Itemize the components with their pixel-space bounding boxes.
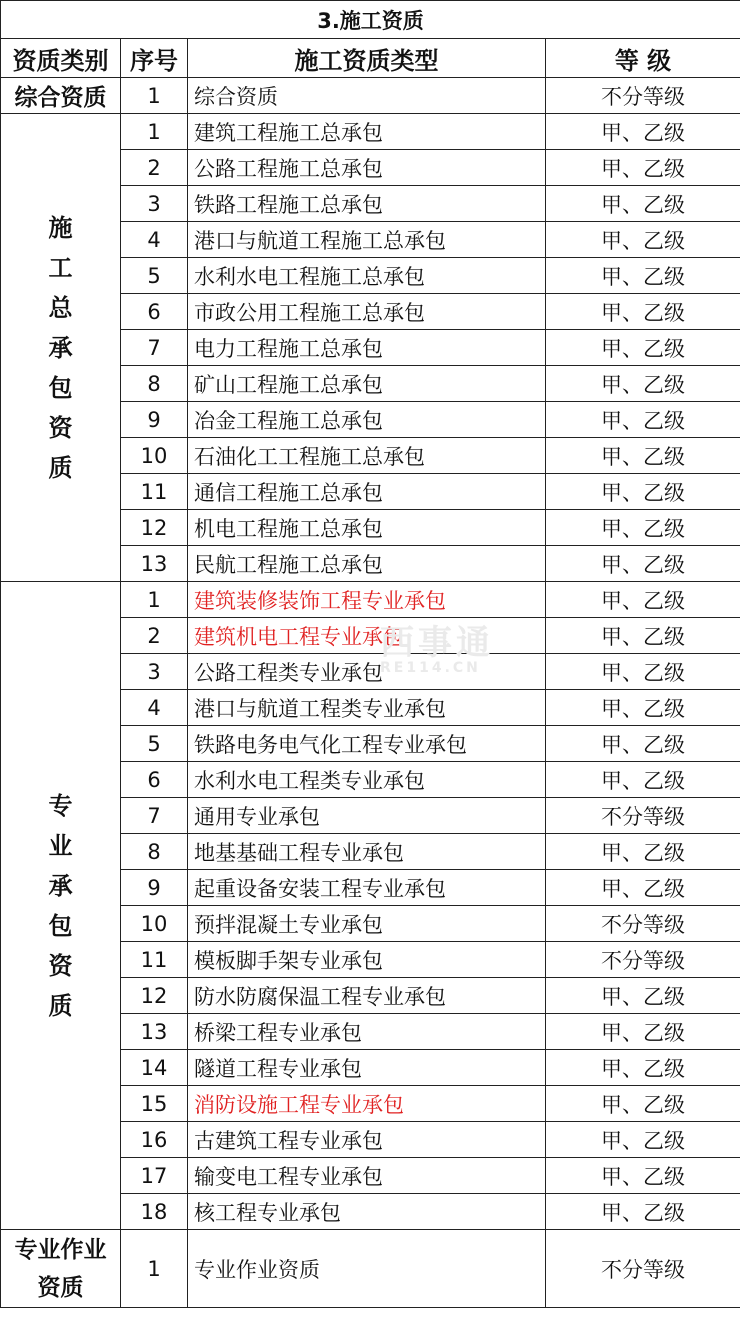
row-number: 5: [121, 258, 188, 294]
category-line: 资质: [37, 1274, 84, 1301]
row-number: 1: [121, 114, 188, 150]
qualification-type: 消防设施工程专业承包: [188, 1086, 546, 1122]
header-row: [1, 39, 740, 78]
qualification-grade: 甲、乙级: [546, 258, 740, 294]
qualification-type: 专业作业资质: [188, 1230, 546, 1308]
qualification-grade: 不分等级: [546, 942, 740, 978]
watermark-subtext: RE114.CN: [380, 660, 481, 676]
qualification-type: 铁路电务电气化工程专业承包: [188, 726, 546, 762]
qualification-grade: 甲、乙级: [546, 1158, 740, 1194]
row-number: 2: [121, 618, 188, 654]
row-number: 12: [121, 978, 188, 1014]
category-char: 承: [48, 333, 73, 362]
category-char: 资: [48, 951, 73, 980]
qualification-grade: 甲、乙级: [546, 654, 740, 690]
row-number: 13: [121, 1014, 188, 1050]
category-char: 质: [48, 991, 73, 1020]
qualification-type: 港口与航道工程施工总承包: [188, 222, 546, 258]
row-number: 10: [121, 438, 188, 474]
category-char: 施: [48, 213, 73, 242]
qualification-type: 桥梁工程专业承包: [188, 1014, 546, 1050]
header-type: 施工资质类型: [188, 39, 546, 78]
qualification-grade: 不分等级: [546, 798, 740, 834]
qualification-type: 隧道工程专业承包: [188, 1050, 546, 1086]
qualification-grade: 甲、乙级: [546, 222, 740, 258]
row-number: 17: [121, 1158, 188, 1194]
row-number: 3: [121, 654, 188, 690]
qualification-type: 电力工程施工总承包: [188, 330, 546, 366]
qualification-grade: 甲、乙级: [546, 834, 740, 870]
qualification-grade: 甲、乙级: [546, 114, 740, 150]
row-number: 8: [121, 366, 188, 402]
row-number: 3: [121, 186, 188, 222]
category-cell-general: [1, 114, 121, 582]
row-number: 5: [121, 726, 188, 762]
qualification-type: 矿山工程施工总承包: [188, 366, 546, 402]
row-number: 6: [121, 762, 188, 798]
qualification-type: 建筑装修装饰工程专业承包: [188, 582, 546, 618]
qualification-type: 输变电工程专业承包: [188, 1158, 546, 1194]
table-title: 3.施工资质: [1, 1, 740, 39]
row-number: 15: [121, 1086, 188, 1122]
category-char: 业: [48, 831, 73, 860]
qualification-grade: 甲、乙级: [546, 294, 740, 330]
qualification-grade: 甲、乙级: [546, 366, 740, 402]
qualification-type: 公路工程类专业承包: [188, 654, 546, 690]
row-number: 13: [121, 546, 188, 582]
qualification-grade: 甲、乙级: [546, 438, 740, 474]
category-char: 资: [48, 413, 73, 442]
qualification-type: 起重设备安装工程专业承包: [188, 870, 546, 906]
qualification-type: 核工程专业承包: [188, 1194, 546, 1230]
qualification-type: 通信工程施工总承包: [188, 474, 546, 510]
qualification-type: 地基基础工程专业承包: [188, 834, 546, 870]
category-cell-comprehensive: 综合资质: [1, 78, 121, 114]
qualification-grade: 不分等级: [546, 78, 740, 114]
qualification-type: 防水防腐保温工程专业承包: [188, 978, 546, 1014]
qualification-grade: 甲、乙级: [546, 1086, 740, 1122]
category-char: 工: [48, 253, 73, 282]
qualification-grade: 甲、乙级: [546, 582, 740, 618]
qualification-grade: 甲、乙级: [546, 186, 740, 222]
qualification-type: 模板脚手架专业承包: [188, 942, 546, 978]
qualification-type: 预拌混凝土专业承包: [188, 906, 546, 942]
category-line: 专业作业: [14, 1236, 107, 1263]
qualification-grade: 甲、乙级: [546, 150, 740, 186]
row-number: 9: [121, 870, 188, 906]
qualification-type: 水利水电工程类专业承包: [188, 762, 546, 798]
qualification-type: 民航工程施工总承包: [188, 546, 546, 582]
category-char: 包: [48, 911, 73, 940]
qualification-type: 通用专业承包: [188, 798, 546, 834]
row-number: 1: [121, 1230, 188, 1308]
qualification-type: 综合资质: [188, 78, 546, 114]
table-row: [1, 114, 740, 150]
table-row: [1, 78, 740, 114]
category-cell-professional: [1, 582, 121, 1230]
qualification-grade: 甲、乙级: [546, 978, 740, 1014]
row-number: 11: [121, 942, 188, 978]
qualification-grade: 不分等级: [546, 906, 740, 942]
qualification-grade: 甲、乙级: [546, 870, 740, 906]
watermark-text: 西事通: [380, 623, 494, 663]
header-number: 序号: [121, 39, 188, 78]
qualification-type: 水利水电工程施工总承包: [188, 258, 546, 294]
qualification-grade: 甲、乙级: [546, 1050, 740, 1086]
row-number: 7: [121, 330, 188, 366]
qualification-type: 港口与航道工程类专业承包: [188, 690, 546, 726]
table-row: [1, 582, 740, 618]
row-number: 18: [121, 1194, 188, 1230]
row-number: 4: [121, 222, 188, 258]
row-number: 16: [121, 1122, 188, 1158]
category-cell-work: [1, 1230, 121, 1308]
qualification-type: 石油化工工程施工总承包: [188, 438, 546, 474]
row-number: 9: [121, 402, 188, 438]
qualification-grade: 甲、乙级: [546, 690, 740, 726]
qualification-type: 古建筑工程专业承包: [188, 1122, 546, 1158]
row-number: 10: [121, 906, 188, 942]
qualification-type: 公路工程施工总承包: [188, 150, 546, 186]
header-grade: 等 级: [546, 39, 740, 78]
qualification-type: 建筑机电工程专业承包: [188, 618, 546, 654]
qualification-grade: 甲、乙级: [546, 510, 740, 546]
qualification-type: 冶金工程施工总承包: [188, 402, 546, 438]
row-number: 2: [121, 150, 188, 186]
qualification-grade: 甲、乙级: [546, 330, 740, 366]
qualification-type: 市政公用工程施工总承包: [188, 294, 546, 330]
qualification-grade: 不分等级: [546, 1230, 740, 1308]
row-number: 4: [121, 690, 188, 726]
row-number: 14: [121, 1050, 188, 1086]
qualification-type: 机电工程施工总承包: [188, 510, 546, 546]
qualification-type: 铁路工程施工总承包: [188, 186, 546, 222]
row-number: 1: [121, 582, 188, 618]
qualification-grade: 甲、乙级: [546, 546, 740, 582]
qualification-type: 建筑工程施工总承包: [188, 114, 546, 150]
qualification-grade: 甲、乙级: [546, 1194, 740, 1230]
category-char: 质: [48, 453, 73, 482]
row-number: 11: [121, 474, 188, 510]
qualification-grade: 甲、乙级: [546, 474, 740, 510]
table-row: [1, 1230, 740, 1308]
qualification-grade: 甲、乙级: [546, 762, 740, 798]
category-char: 总: [48, 293, 73, 322]
row-number: 1: [121, 78, 188, 114]
qualification-grade: 甲、乙级: [546, 1014, 740, 1050]
row-number: 12: [121, 510, 188, 546]
qualification-grade: 甲、乙级: [546, 726, 740, 762]
category-char: 承: [48, 871, 73, 900]
header-category: 资质类别: [1, 39, 121, 78]
category-char: 包: [48, 373, 73, 402]
row-number: 7: [121, 798, 188, 834]
qualification-grade: 甲、乙级: [546, 618, 740, 654]
row-number: 6: [121, 294, 188, 330]
row-number: 8: [121, 834, 188, 870]
qualification-grade: 甲、乙级: [546, 402, 740, 438]
qualification-grade: 甲、乙级: [546, 1122, 740, 1158]
category-char: 专: [48, 791, 73, 820]
